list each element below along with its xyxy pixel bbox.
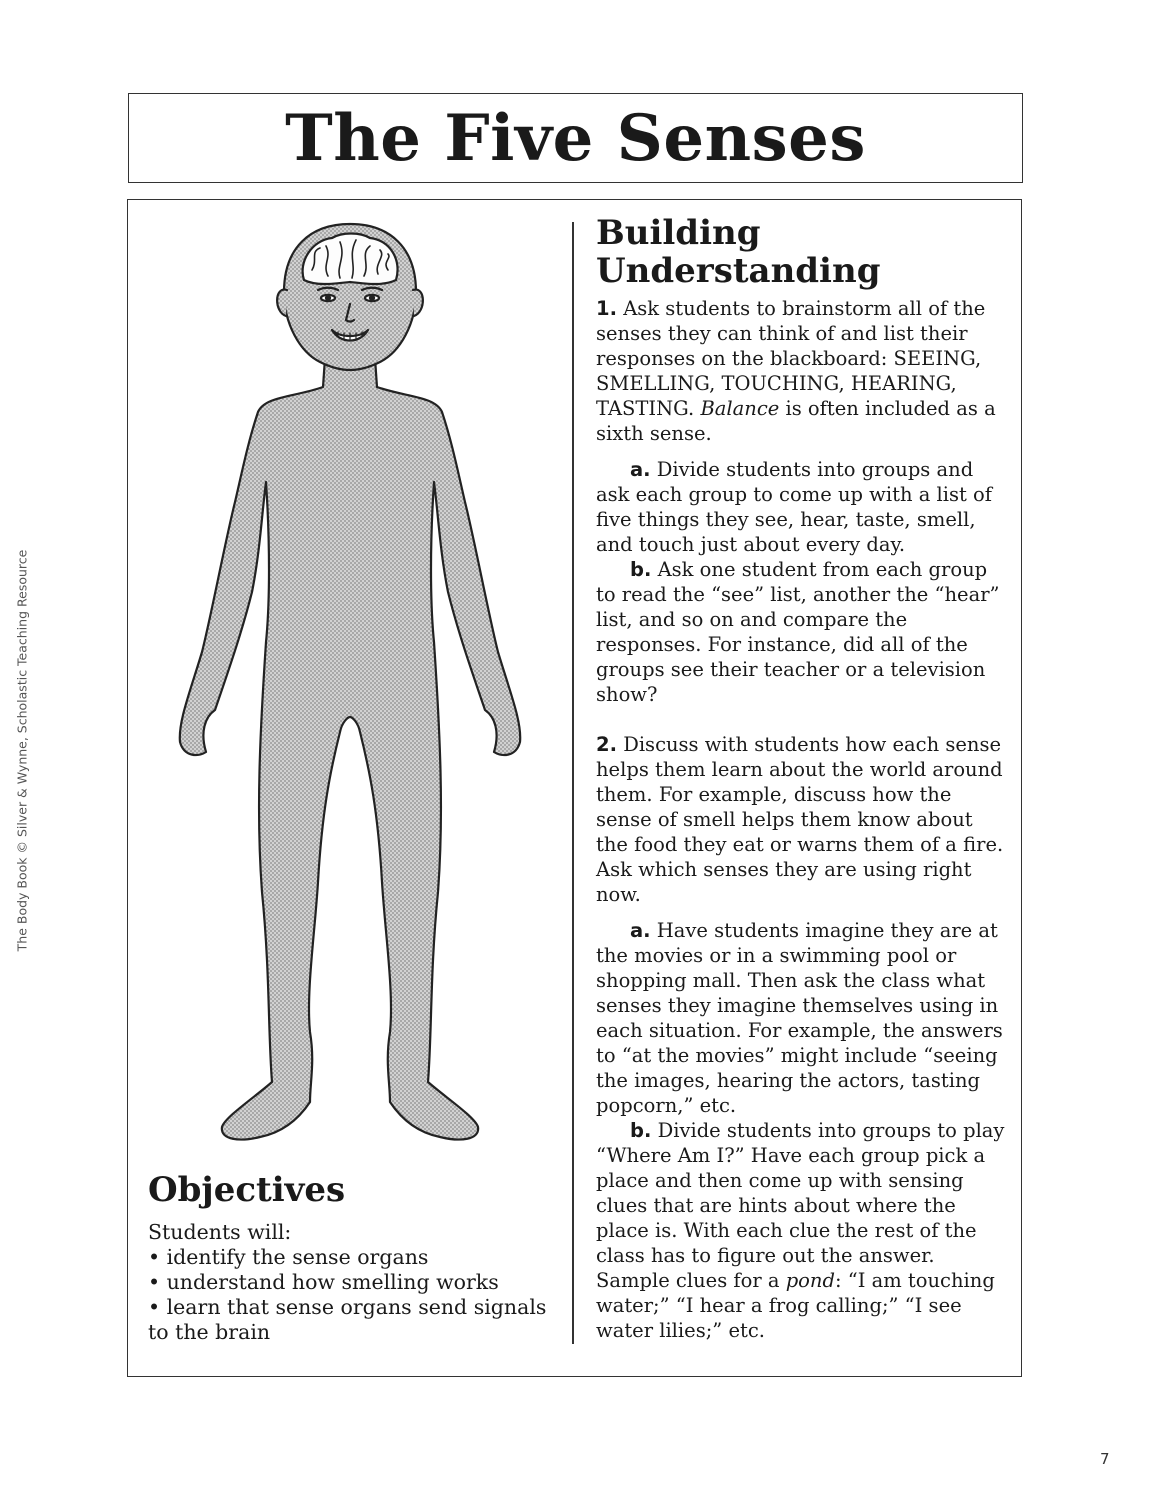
title-box — [128, 93, 1023, 183]
objective-item: • understand how smelling works — [148, 1270, 558, 1295]
step-1 — [596, 296, 1006, 446]
step-1a — [596, 457, 1006, 557]
step-2a-letter: a. — [630, 919, 651, 942]
step-2b-text: Divide students into groups to play “Where Am I?” Have each group pick a place and then come up with sensing clues that are hints about where the place is. With each clue the rest of the class has to figure out the answer. Sample clues for a — [596, 1119, 1005, 1292]
body-figure-illustration — [160, 212, 540, 1152]
page-number: 7 — [1100, 1450, 1110, 1468]
step-2-number: 2. — [596, 733, 617, 756]
step-2-text: Discuss with students how each sense helps them learn about the world around them. For example, discuss how the sense of smell helps them know about the food they eat or warns them of a fire. Ask which senses they are using right now. — [596, 733, 1004, 906]
step-2b-text-after: : “I am touching water;” “I hear a frog calling;” “I see water lilies;” etc. — [596, 1269, 995, 1342]
step-2 — [596, 732, 1006, 907]
step-1-emphasis: Balance — [700, 397, 780, 420]
step-1b — [596, 557, 1006, 707]
step-1b-letter: b. — [630, 558, 652, 581]
objectives-section — [148, 1170, 558, 1345]
step-1-text: Ask students to brainstorm all of the senses they can think of and list their responses on the blackboard: SEEING, SMELLING, TOUCHING, HEARING, TASTING. — [596, 297, 986, 420]
building-understanding-section — [596, 214, 1006, 1343]
page-title: The Five Senses — [285, 100, 866, 176]
step-2a-text: Have students imagine they are at the movies or in a swimming pool or shopping mall. Then ask the class what senses they imagine themselves using in each situation. For example, the answers to “at the movies” might include “seeing the images, hearing the actors, tasting popcorn,” etc. — [596, 919, 1003, 1117]
ear-right — [413, 290, 423, 316]
objective-item: • learn that sense organs send signals to the brain — [148, 1295, 558, 1345]
step-2b-emphasis: pond — [785, 1269, 835, 1292]
step-1a-letter: a. — [630, 458, 651, 481]
objectives-list — [148, 1245, 558, 1345]
step-1-text-after: is often included as a sixth sense. — [596, 397, 996, 445]
side-credit — [12, 550, 32, 950]
objectives-intro: Students will: — [148, 1220, 292, 1244]
objective-item: • identify the sense organs — [148, 1245, 558, 1270]
building-heading: Building Understanding — [596, 213, 881, 291]
step-2a — [596, 918, 1006, 1118]
step-2b-letter: b. — [630, 1119, 652, 1142]
step-1a-text: Divide students into groups and ask each group to come up with a list of five things they see, hear, taste, smell, and touch just about every day. — [596, 458, 992, 556]
step-1-number: 1. — [596, 297, 617, 320]
body-outline — [180, 358, 520, 1140]
ear-left — [277, 290, 287, 316]
objectives-heading: Objectives — [148, 1170, 346, 1210]
side-credit-text: The Body Book © Silver & Wynne, Scholastic Teaching Resource — [14, 549, 30, 951]
step-2b — [596, 1118, 1006, 1343]
column-divider — [572, 222, 574, 1344]
step-1b-text: Ask one student from each group to read the “see” list, another the “hear” list, and so on and compare the responses. For instance, did all of the groups see their teacher or a television show? — [596, 558, 1000, 706]
